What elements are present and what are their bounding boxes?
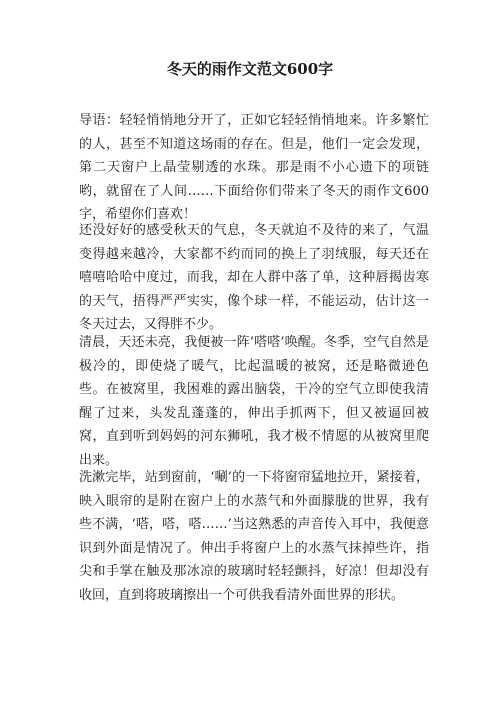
paragraph-window: 洗漱完毕，站到窗前，‘唰’的一下将窗帘猛地拉开，紧接着，映入眼帘的是附在窗户上的水蒸气和外面朦胧的世界，我有些不满，‘嗒，嗒，嗒……’当这熟悉的声音传入耳中，我便意识到外面是情况了。伸出手将窗户上的水蒸气抹掉些许，指尖和手掌在触及那冰凉的玻璃时轻轻颤抖，好凉！但却没有收回，直到将玻璃擦出一个可供我看清外面世界的形状。 [79,470,429,603]
paragraph-morning: 清晨，天还未亮，我便被一阵‘嗒嗒’唤醒。冬季，空气自然是极冷的，即使烧了暖气，比起温暖的被窝，还是略微逊色些。在被窝里，我困难的露出脑袋，干冷的空气立即使我清醒了过来，头发乱蓬蓬的，伸出手抓两下，但又被逼回被窝，直到听到妈妈的河东狮吼，我才极不情愿的从被窝里爬出来。 [79,335,429,468]
document-title: 冬天的雨作文范文600字 [166,60,334,78]
paragraph-intro: 导语：轻轻悄悄地分开了，正如它轻轻悄悄地来。许多繁忙的人，甚至不知道这场雨的存在。但是，他们一定会发现，第二天窗户上晶莹剔透的水珠。那是雨不小心遗下的项链哟，就留在了人间……下面给你们带来了冬天的雨作文600字，希望你们喜欢！ [79,113,429,223]
paragraph-autumn-winter: 还没好好的感受秋天的气息，冬天就迫不及待的来了，气温变得越来越冷，大家都不约而同的换上了羽绒服，每天还在嘻嘻哈哈中度过，而我，却在人群中落了单，这种唇揭齿寒的天气，捂得严严实实，像个球一样，不能运动，估计这一冬天过去，又得胖不少。 [79,223,429,333]
